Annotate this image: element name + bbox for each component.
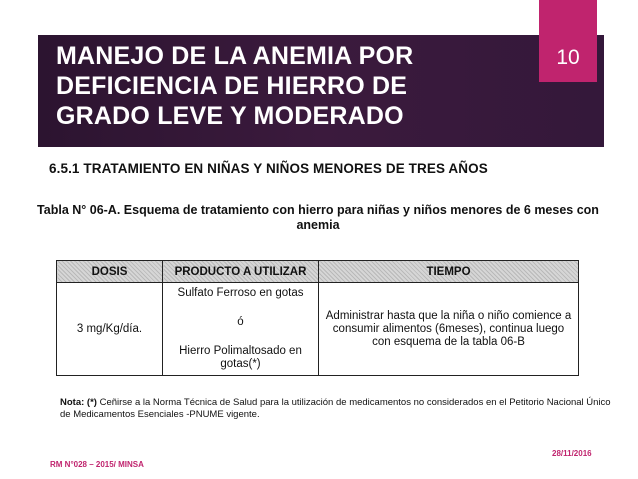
- cell-dose: 3 mg/Kg/día.: [57, 283, 163, 376]
- table-row: [57, 283, 579, 376]
- table-caption: Tabla N° 06-A. Esquema de tratamiento con hierro para niñas y niños menores de 6 meses con anemia: [37, 203, 599, 232]
- table-header-row: [57, 261, 579, 283]
- product-polimaltosado: Hierro Polimaltosado en gotas(*): [179, 345, 302, 370]
- product-sulfato: Sulfato Ferroso en gotas: [177, 287, 304, 299]
- table-note: [60, 397, 620, 421]
- product-spacer: [169, 300, 312, 316]
- cell-time: Administrar hasta que la niña o niño comience a consumir alimentos (6meses), continua luego con esquema de la tabla 06-B: [319, 283, 579, 376]
- section-heading: 6.5.1 TRATAMIENTO EN NIÑAS Y NIÑOS MENORES DE TRES AÑOS: [49, 161, 488, 176]
- slide-footer-reference: RM N°028 – 2015/ MINSA: [50, 460, 144, 469]
- slide-number: 10: [556, 46, 580, 69]
- scanned-document: [0, 148, 638, 448]
- header-producto: PRODUCTO A UTILIZAR: [163, 261, 319, 283]
- header-tiempo: TIEMPO: [319, 261, 579, 283]
- header-dosis: DOSIS: [57, 261, 163, 283]
- cell-product: [163, 283, 319, 376]
- treatment-table: [56, 260, 579, 376]
- note-label: Nota: (*): [60, 397, 97, 408]
- product-or: ó: [237, 316, 244, 328]
- slide-number-badge: [539, 0, 597, 82]
- note-text: Ceñirse a la Norma Técnica de Salud para la utilización de medicamentos no considerados en el Petitorio Nacional Único de Medicamentos Esenciales -PNUME vigente.: [60, 397, 611, 420]
- slide-title: MANEJO DE LA ANEMIA POR DEFICIENCIA DE HIERRO DE GRADO LEVE Y MODERADO: [56, 42, 414, 130]
- product-spacer: [169, 329, 312, 345]
- slide-date: 28/11/2016: [552, 449, 592, 458]
